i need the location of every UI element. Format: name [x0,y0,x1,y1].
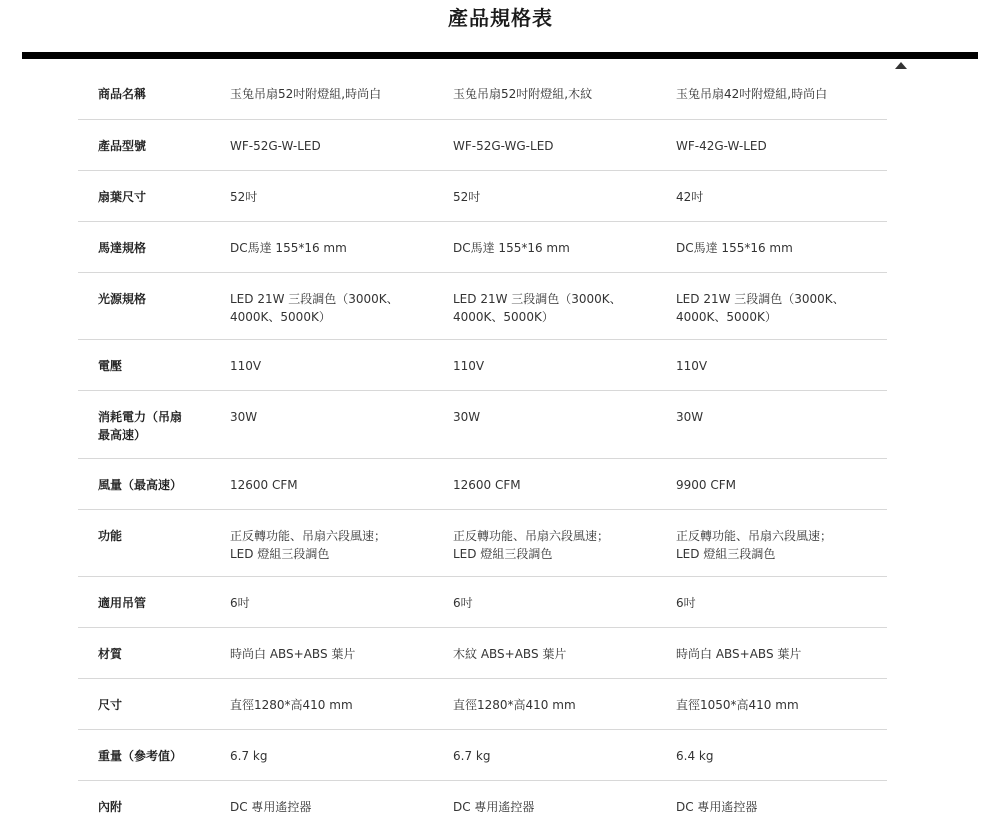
table-row [78,272,887,339]
table-row [78,390,887,458]
table-row [78,68,887,119]
spec-label: 消耗電力（吊扇 最高速） [78,390,230,458]
spec-label: 適用吊管 [78,576,230,627]
table-row [78,170,887,221]
table-row [78,458,887,509]
spec-value: 木紋 ABS+ABS 葉片 [453,627,676,678]
spec-value: 正反轉功能、吊扇六段風速； LED 燈組三段調色 [230,509,453,576]
spec-value: 6吋 [230,576,453,627]
scroll-up-arrow-icon[interactable] [895,62,907,69]
table-row [78,576,887,627]
spec-label: 內附 [98,799,123,814]
table-row [78,678,887,729]
spec-label: 尺寸 [78,678,230,729]
spec-value: DC馬達 155*16 mm [453,221,676,272]
table-row [78,339,887,390]
spec-value: LED 21W 三段調色（3000K、 4000K、5000K） [453,272,676,339]
spec-value: DC 專用遙控器 [230,799,312,814]
spec-table [78,68,887,831]
spec-value: 52吋 [453,170,676,221]
table-row [78,509,887,576]
spec-value: 玉兔吊扇52吋附燈組,木紋 [453,68,676,119]
spec-value: 正反轉功能、吊扇六段風速； LED 燈組三段調色 [453,509,676,576]
spec-label: 風量（最高速） [78,458,230,509]
table-row [78,119,887,170]
spec-label: 重量（參考值） [78,729,230,780]
spec-value: DC 專用遙控器 [453,799,535,814]
spec-value: 正反轉功能、吊扇六段風速； LED 燈組三段調色 [676,509,887,576]
spec-value: DC 專用遙控器 [676,799,758,814]
spec-value: WF-52G-WG-LED [453,119,676,170]
spec-label: 材質 [78,627,230,678]
spec-value: 110V [230,339,453,390]
spec-value: 42吋 [676,170,887,221]
spec-value: 直徑1050*高410 mm [676,678,887,729]
table-row [78,729,887,780]
spec-value: 直徑1280*高410 mm [230,678,453,729]
spec-value: 時尚白 ABS+ABS 葉片 [230,627,453,678]
spec-label: 功能 [78,509,230,576]
spec-value: 玉兔吊扇42吋附燈組,時尚白 [676,68,887,119]
page-title: 產品規格表 [448,6,553,30]
spec-value: 玉兔吊扇52吋附燈組,時尚白 [230,68,453,119]
spec-value: 6.7 kg [230,729,453,780]
spec-value: LED 21W 三段調色（3000K、 4000K、5000K） [230,272,453,339]
spec-value: 12600 CFM [230,458,453,509]
spec-value: 110V [453,339,676,390]
spec-value: 12600 CFM [453,458,676,509]
spec-label: 商品名稱 [78,68,230,119]
table-row [78,780,887,831]
title-divider [22,52,978,59]
spec-value: 6吋 [453,576,676,627]
spec-value: 6.4 kg [676,729,887,780]
spec-value: LED 21W 三段調色（3000K、 4000K、5000K） [676,272,887,339]
spec-value: DC馬達 155*16 mm [676,221,887,272]
spec-value: DC馬達 155*16 mm [230,221,453,272]
table-row [78,221,887,272]
spec-value: 30W [230,390,453,458]
spec-label: 產品型號 [78,119,230,170]
spec-value: 110V [676,339,887,390]
spec-label: 馬達規格 [78,221,230,272]
spec-value: 6吋 [676,576,887,627]
spec-label: 扇葉尺寸 [78,170,230,221]
spec-value: 30W [676,390,887,458]
spec-value: 直徑1280*高410 mm [453,678,676,729]
spec-value: 30W [453,390,676,458]
spec-label: 光源規格 [78,272,230,339]
spec-value: 52吋 [230,170,453,221]
table-row [78,627,887,678]
spec-value: 9900 CFM [676,458,887,509]
spec-value: 時尚白 ABS+ABS 葉片 [676,627,887,678]
spec-value: WF-52G-W-LED [230,119,453,170]
spec-label: 電壓 [78,339,230,390]
spec-value: 6.7 kg [453,729,676,780]
spec-value: WF-42G-W-LED [676,119,887,170]
